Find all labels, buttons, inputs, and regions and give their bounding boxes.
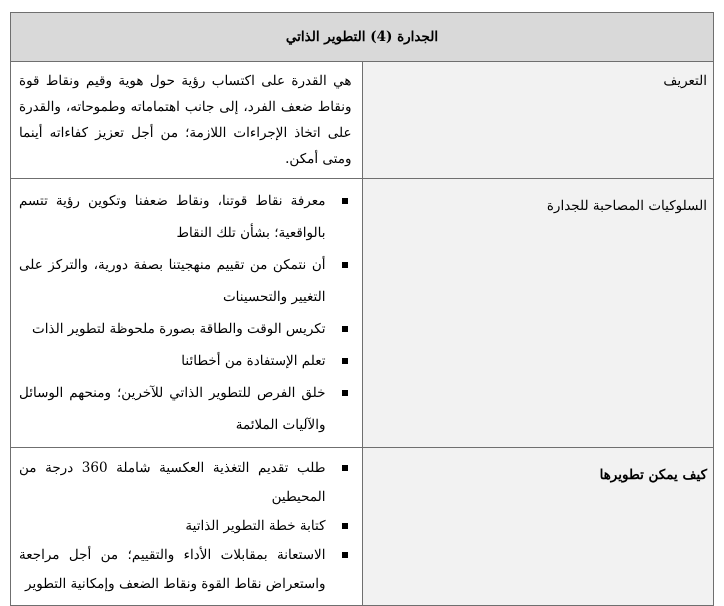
square-bullet-icon bbox=[342, 465, 348, 471]
square-bullet-icon bbox=[342, 358, 348, 364]
square-bullet-icon bbox=[342, 262, 348, 268]
square-bullet-icon bbox=[342, 326, 348, 332]
square-bullet-icon bbox=[342, 523, 348, 529]
list-item: تكريس الوقت والطاقة بصورة ملحوظة لتطوير الذات bbox=[19, 313, 352, 345]
definition-text: هي القدرة على اكتساب رؤية حول هوية وقيم ونقاط قوة ونقاط ضعف الفرد، إلى جانب اهتماماته وطموحاته، والقدرة على اتخاذ الإجراءات اللازمة؛ من أجل تعزيز كفاءاته أينما ومتى أمكن. bbox=[11, 62, 363, 179]
list-item: أن نتمكن من تقييم منهجيتنا بصفة دورية، والتركز على التغيير والتحسينات bbox=[19, 249, 352, 313]
definition-label: التعريف bbox=[362, 62, 714, 179]
list-item: معرفة نقاط قوتنا، ونقاط ضعفنا وتكوين رؤية تتسم بالواقعية؛ بشأن تلك النقاط bbox=[19, 185, 352, 249]
behaviors-content bbox=[11, 179, 363, 448]
development-content bbox=[11, 448, 363, 606]
competency-table bbox=[10, 12, 714, 606]
table-title: الجدارة (4) التطوير الذاتي bbox=[11, 13, 714, 62]
title-row bbox=[11, 13, 714, 62]
development-label-text: كيف يمكن تطويرها bbox=[599, 467, 707, 483]
square-bullet-icon bbox=[342, 198, 348, 204]
list-item: طلب تقديم التغذية العكسية شاملة 360 درجة من المحيطين bbox=[19, 454, 352, 512]
square-bullet-icon bbox=[342, 552, 348, 558]
behaviors-row bbox=[11, 179, 714, 448]
development-row bbox=[11, 448, 714, 606]
development-list bbox=[19, 454, 352, 599]
list-item: تعلم الإستفادة من أخطائنا bbox=[19, 345, 352, 377]
square-bullet-icon bbox=[342, 390, 348, 396]
list-item: الاستعانة بمقابلات الأداء والتقييم؛ من أجل مراجعة واستعراض نقاط القوة ونقاط الضعف وإمكانية التطوير bbox=[19, 541, 352, 599]
definition-row bbox=[11, 62, 714, 179]
list-item: كتابة خطة التطوير الذاتية bbox=[19, 512, 352, 541]
behaviors-label bbox=[362, 179, 714, 448]
development-label bbox=[362, 448, 714, 606]
behaviors-label-text: السلوكيات المصاحبة للجدارة bbox=[546, 198, 707, 214]
list-item: خلق الفرص للتطوير الذاتي للآخرين؛ ومنحهم الوسائل والآليات الملائمة bbox=[19, 377, 352, 441]
behaviors-list bbox=[19, 185, 352, 441]
